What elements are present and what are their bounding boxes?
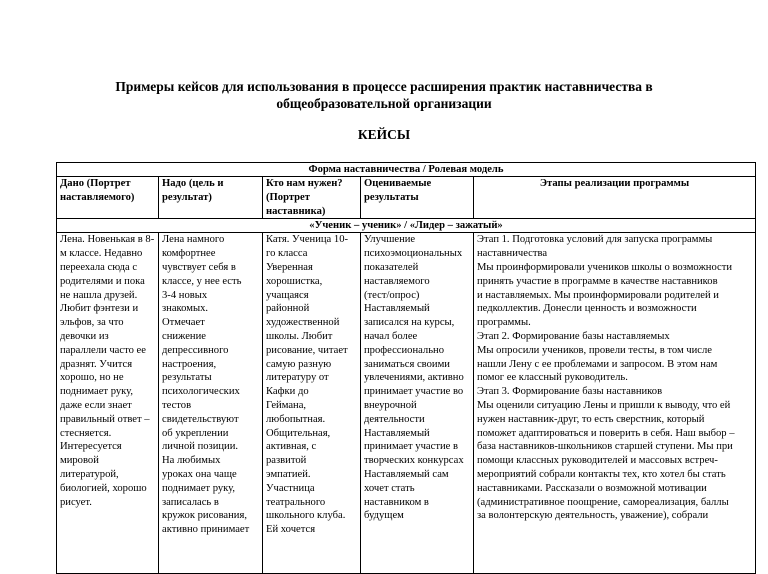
cell-stages: Этап 1. Подготовка условий для запуска программы наставничества Мы проинформировали учеников школы о возможности принять участие в программе в качестве наставников и наставляемых. Мы проинформировали родителей и педколлектив. Донесли ценность и возможности программы. Этап 2. Формирование базы наставляемых Мы опросили учеников, провели тесты, в том числе нашли Лену с ее проблемами и запросом. В этом нам помог ее классный руководитель. Этап 3. Формирование базы наставников Мы оценили ситуацию Лены и пришли к выводу, что ей нужен наставник-друг, то есть сверстник, который поможет адаптироваться и поверить в себя. Наш выбор – база наставников-школьников старшей ступени. Мы при помощи классных руководителей и массовых встреч- мероприятий собрали контакты тех, кто хотел бы стать наставниками. Рассказали о возможной мотивации (административное поощрение, самореализация, баллы за волонтерскую деятельность, уважение), собрали (474, 233, 756, 574)
cases-table (56, 162, 756, 574)
form-header-cell: Форма наставничества / Ролевая модель (57, 163, 756, 177)
document-title (0, 78, 768, 112)
form-header-row (57, 163, 756, 177)
document-subtitle: КЕЙСЫ (357, 127, 411, 142)
column-header-stages: Этапы реализации программы (474, 177, 756, 219)
column-header-goal: Надо (цель и результат) (159, 177, 263, 219)
title-line-1: Примеры кейсов для использования в процессе расширения практик наставничества в (115, 79, 653, 94)
model-cell: «Ученик – ученик» / «Лидер – зажатый» (57, 219, 756, 233)
case-row (57, 233, 756, 574)
column-header-mentor: Кто нам нужен? (Портрет наставника) (263, 177, 361, 219)
column-header-given: Дано (Портрет наставляемого) (57, 177, 159, 219)
column-header-results: Оцениваемые результаты (361, 177, 474, 219)
column-header-row (57, 177, 756, 219)
cell-given: Лена. Новенькая в 8- м классе. Недавно переехала сюда с родителями и пока не нашла друзей. Любит фэнтези и эльфов, за что девочки из параллели часто ее дразнят. Учится хорошо, но не поднимает руку, даже если знает правильный ответ – стесняется. Интересуется мировой литературой, биологией, хорошо рисует. (57, 233, 159, 574)
title-line-2: общеобразовательной организации (276, 96, 492, 111)
cell-results: Улучшение психоэмоциональных показателей наставляемого (тест/опрос) Наставляемый записался на курсы, начал более профессионально заниматься своими увлечениями, активно принимает участие во внеурочной деятельности Наставляемый принимает участие в творческих конкурсах Наставляемый сам хочет стать наставником в будущем (361, 233, 474, 574)
cell-goal: Лена намного комфортнее чувствует себя в классе, у нее есть 3-4 новых знакомых. Отмечает снижение депрессивного настроения, результаты психологических тестов свидетельствуют об укреплении личной позиции. На любимых уроках она чаще поднимает руку, записалась в кружок рисования, активно принимает (159, 233, 263, 574)
model-row (57, 219, 756, 233)
cell-mentor: Катя. Ученица 10- го класса Уверенная хорошистка, учащаяся районной художественной школы. Любит рисование, читает самую разную литературу от Кафки до Геймана, любопытная. Общительная, активная, с развитой эмпатией. Участница театрального школьного клуба. Ей хочется (263, 233, 361, 574)
